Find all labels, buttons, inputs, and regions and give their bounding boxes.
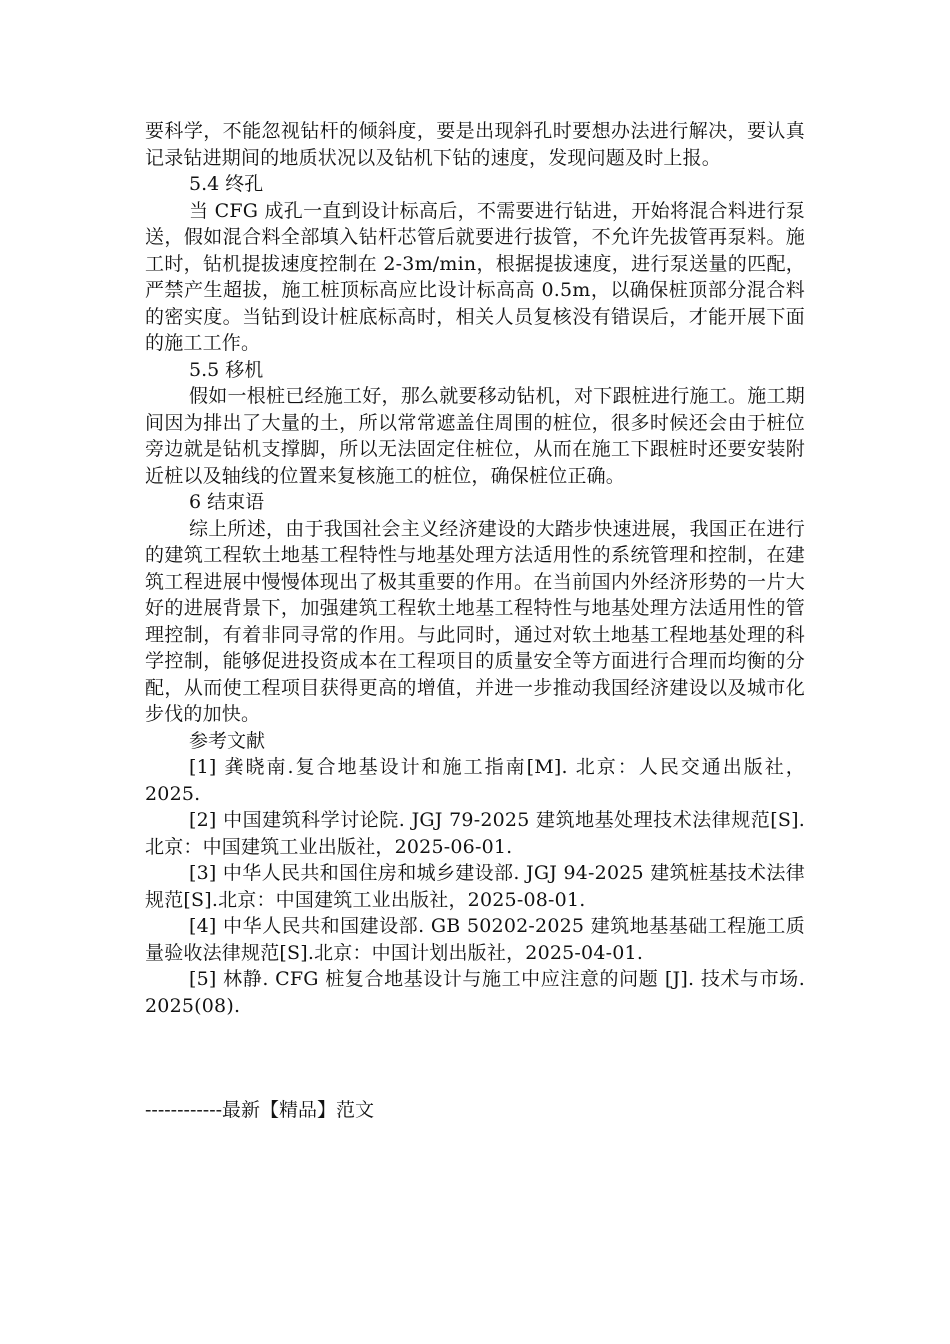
heading-6: 6 结束语 [189,491,265,513]
paragraph-final-hole: 当 CFG 成孔一直到设计标高后，不需要进行钻进，开始将混合料进行泵送，假如混合料全部填入钻杆芯管后就要进行拔管，不允许先拔管再泵料。施工时，钻机提拔速度控制在 2-3m/min，根据提拔速度，进行泵送量的匹配，严禁产生超拔，施工桩顶标高应比设计标高高 0.5m，以确保桩顶部分混合料的密实度。当钻到设计桩底标高时，相关人员复核没有错误后，才能开展下面的施工工作。 [145,199,805,354]
reference-item: [1] 龚晓南.复合地基设计和施工指南[M]. 北京：人民交通出版社，2025. [145,756,805,805]
heading-5-4: 5.4 终孔 [189,173,264,195]
references-title: 参考文献 [189,729,266,752]
heading-5-5: 5.5 移机 [189,358,264,381]
paragraph-conclusion: 综上所述，由于我国社会主义经济建设的大踏步快速进展，我国正在进行的建筑工程软土地基工程特性与地基处理方法适用性的系统管理和控制，在建筑工程进展中慢慢体现出了极其重要的作用。在当前国内外经济形势的一片大好的进展背景下，加强建筑工程软土地基工程特性与地基处理方法适用性的管理控制，有着非同寻常的作用。与此同时，通过对软土地基工程地基处理的科学控制，能够促进投资成本在工程项目的质量安全等方面进行合理而均衡的分配，从而使工程项目获得更高的增值，并进一步推动我国经济建设以及城市化步伐的加快。 [145,517,805,725]
reference-item: [5] 林静. CFG 桩复合地基设计与施工中应注意的问题 [J]. 技术与市场. 2025(08). [145,968,805,1017]
reference-item: [3] 中华人民共和国住房和城乡建设部. JGJ 94-2025 建筑桩基技术法律规范[S].北京：中国建筑工业出版社，2025-08-01. [145,862,805,911]
reference-item: [4] 中华人民共和国建设部. GB 50202-2025 建筑地基基础工程施工质量验收法律规范[S].北京：中国计划出版社，2025-04-01. [145,915,805,964]
reference-item: [2] 中国建筑科学讨论院. JGJ 79-2025 建筑地基处理技术法律规范[S].北京：中国建筑工业出版社，2025-06-01. [145,809,805,858]
paragraph-drilling-continued: 要科学，不能忽视钻杆的倾斜度，要是出现斜孔时要想办法进行解决，要认真记录钻进期间的地质状况以及钻机下钻的速度，发现问题及时上报。 [145,120,805,169]
paragraph-move-rig: 假如一根桩已经施工好，那么就要移动钻机，对下跟桩进行施工。施工期间因为排出了大量的土，所以常常遮盖住周围的桩位，很多时候还会由于桩位旁边就是钻机支撑脚，所以无法固定住桩位，从而在施工下跟桩时还要安装附近桩以及轴线的位置来复核施工的桩位，确保桩位正确。 [145,385,805,487]
document-body [145,118,805,1019]
footer-watermark-text: ------------最新【精品】范文 [145,1099,375,1121]
